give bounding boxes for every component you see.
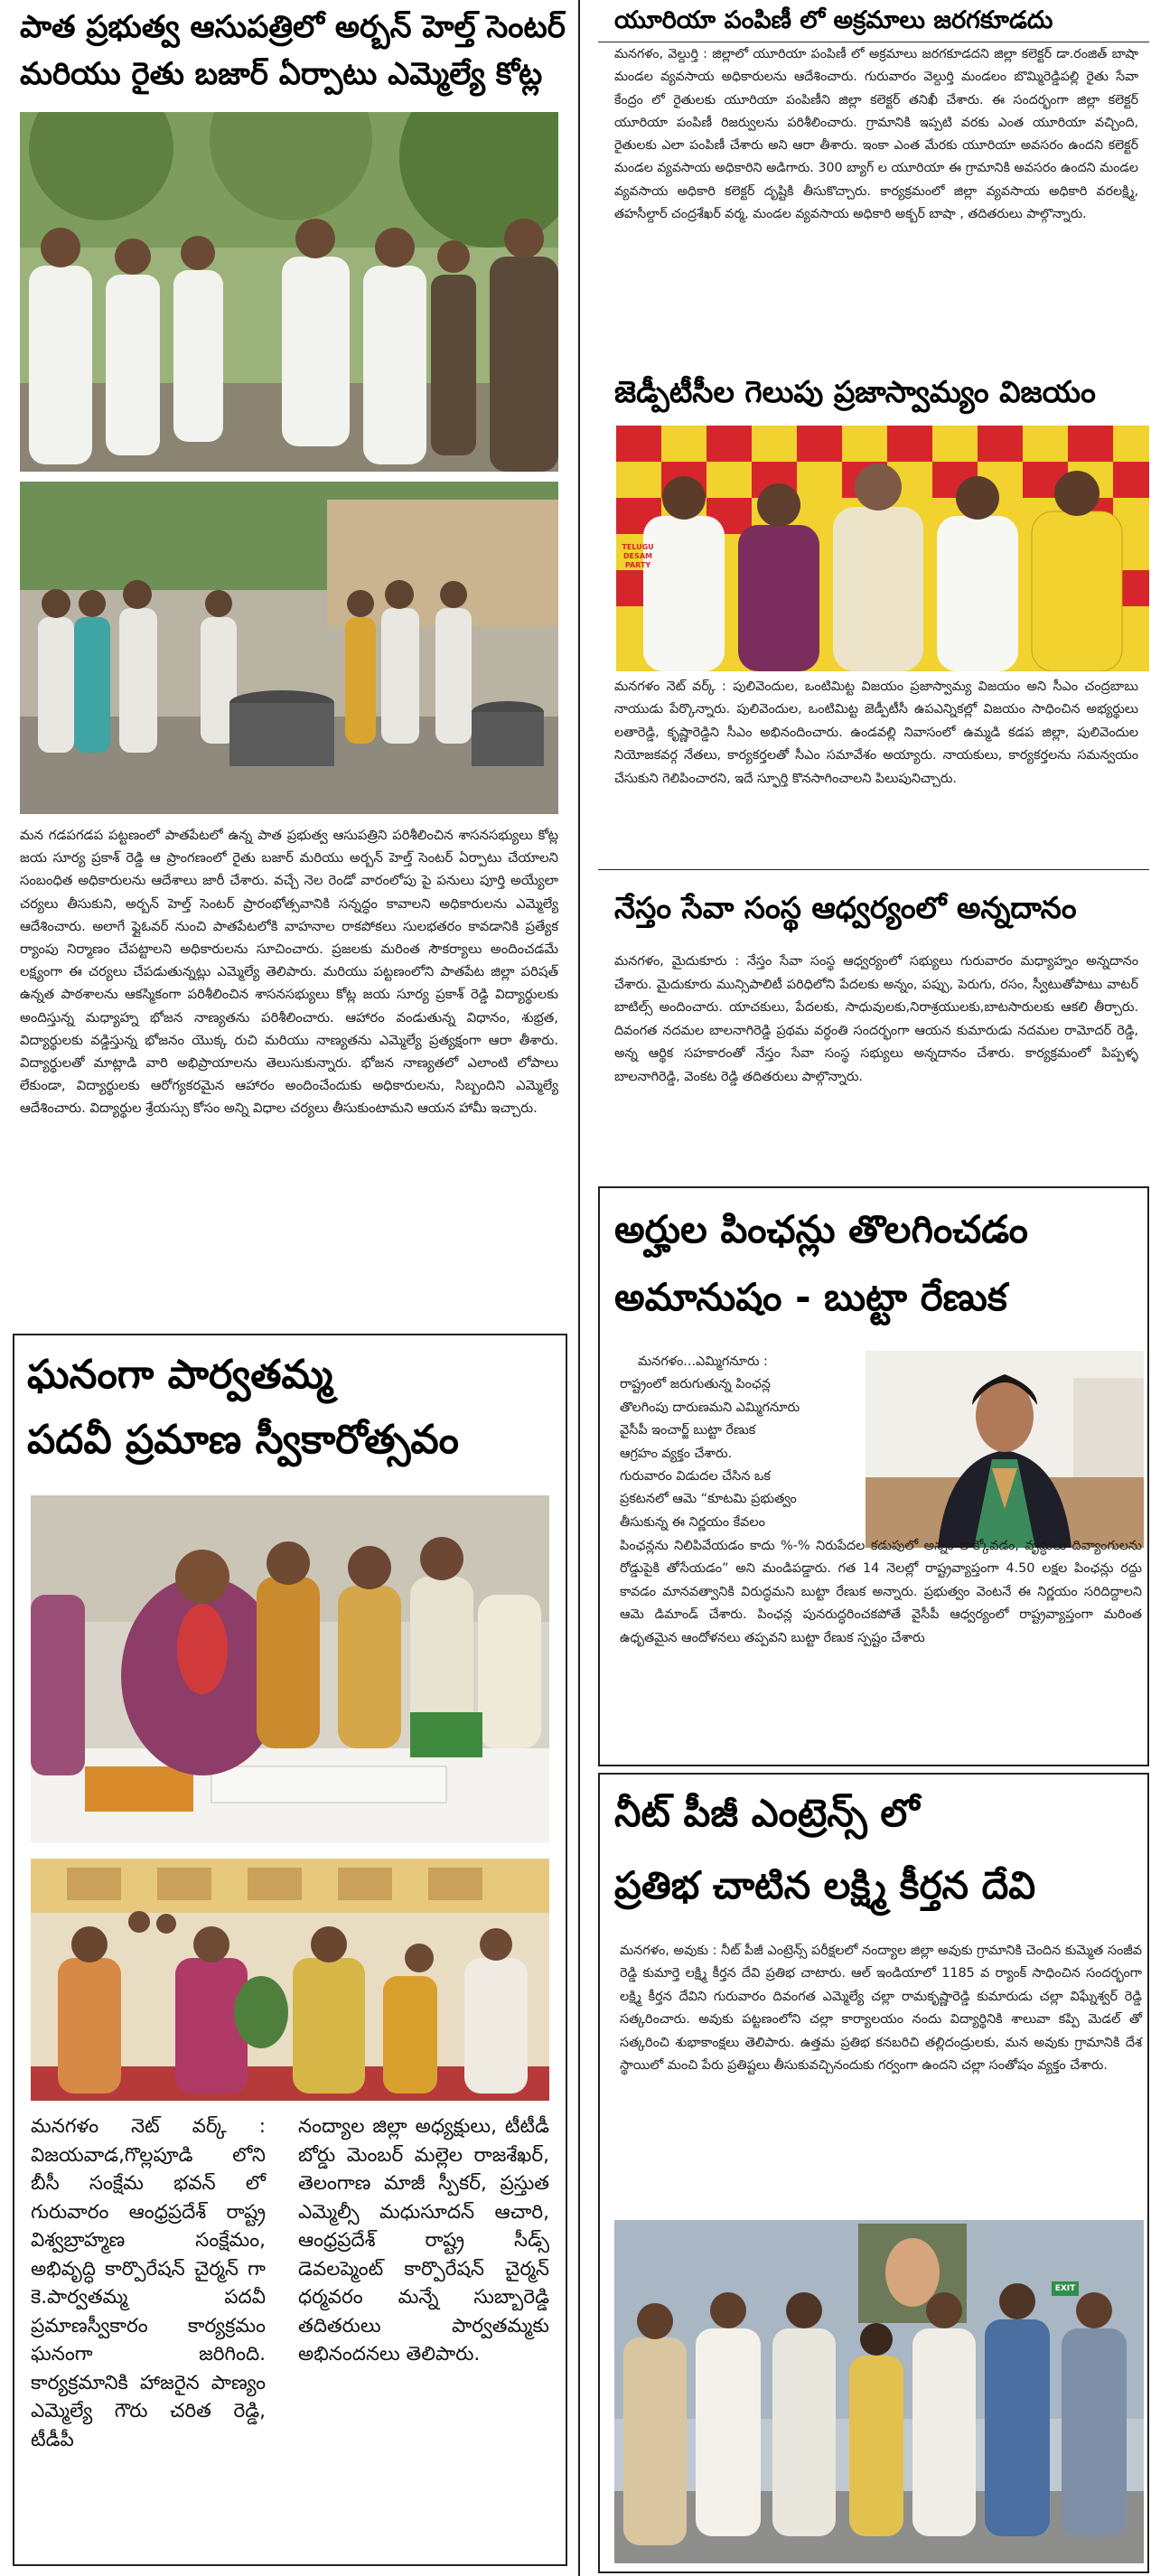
- neet-headline-line2: ప్రతిభ చాటిన లక్ష్మి కీర్తన దేవి: [614, 1863, 1036, 1907]
- tdp-banner-text: TELUGU DESAM PARTY: [622, 543, 654, 569]
- pensions-body: పింఛన్లను నిలిపివేయడం కాదు %-% నిరుపేదల కడుపులో అన్నం లాక్కోవడం, వృద్ధులు దివ్యాంగులను రోడ్డుపైకి తోసేయడం” అని మండిపడ్డారు. గత 14 నెలల్లో రాష్ట్రవ్యాప్తంగా 4.50 లక్షల పింఛన్లు రద్దు కావడం మానవత్వానికి విరుద్ధమని బుట్టా రేణుక అన్నారు. ప్రభుత్వం వెంటనే ఈ నిర్ణయం సరిదిద్దాలని ఆమె డిమాండ్ చేశారు. పింఛన్ల పునరుద్ధరించకపోతే వైసీపీ ఆధ్వర్యంలో రాష్ట్రవ్యాప్తంగా మరింత ఉధృతమైన ఆందోళనలు తప్పవని బుట్టా రేణుక స్పష్టం చేశారు: [620, 1539, 1142, 1645]
- neet-headline-line1: నీట్ పీజీ ఎంట్రెన్స్ లో: [614, 1791, 920, 1835]
- column-divider: [578, 0, 580, 2576]
- nestham-headline: నేస్తం సేవా సంస్థ ఆధ్వర్యంలో అన్నదానం: [614, 890, 1077, 925]
- hospital-body: మన గడపగడప పట్టణంలో పాతపేటలో ఉన్న పాత ప్రభుత్వ ఆసుపత్రిని పరిశీలించిన శాసనసభ్యులు కోట్ల జయ సూర్య ప్రకాశ్ రెడ్డి ఆ ప్రాంగణంలో రైతు బజార్ మరియు అర్బన్ హెల్త్ సెంటర్ ఏర్పాటు చేయాలని సంబంధిత అధికారులను ఆదేశాలు జారీ చేశారు. వచ్చే నెల రెండో వారంలోపు పై పనులు పూర్తి అయ్యేలా చర్యలు తీసుకుని, అర్బన్ హెల్త్ సెంటర్ ప్రారంభోత్సవానికి సన్నద్ధం కావాలని అధికారులను ఎమ్మెల్యే ఆదేశించారు. అలాగే ఫ్లైఓవర్ నుంచి పాతపేటలోకి వాహనాల రాకపోకలు సులభతరం కావడానికి ప్రత్యేక ర్యాంపు నిర్మాణం చేపట్టాలని అధికారులను సూచించారు. ప్రజలకు మరింత సౌకర్యాలు అందించడమే లక్ష్యంగా ఈ చర్యలు చేపడుతున్నట్లు ఎమ్మెల్యే తెలిపారు. మరియు పట్టణంలోని పాతపేట జిల్లా పరిషత్ ఉన్నత పాఠశాలను ఆకస్మికంగా పరిశీలించిన శాసనసభ్యులు కోట్ల జయ సూర్య ప్రకాశ్ రెడ్డి విద్యార్థులకు అందిస్తున్న మధ్యాహ్న భోజన నాణ్యతను పరిశీలించారు. ఆహారం వండుతున్న విధానం, శుభ్రత, విద్యార్థులకు వడ్డిస్తున్న భోజనం యొక్క రుచి మరియు నాణ్యతను ఎమ్మెల్యే ప్రత్యక్షంగా ఆరా తీశారు. విద్యార్థులతో మాట్లాడి వారి అభిప్రాయాలను తెలుసుకున్నారు. భోజన నాణ్యతలో ఎలాంటి లోపాలు లేకుండా, విద్యార్థులకు ఆరోగ్యకరమైన ఆహారం అందించేందుకు అధికారులను, సిబ్బందిని ఎమ్మెల్యే ఆదేశించారు. విద్యార్థుల శ్రేయస్సు కోసం అన్ని విధాల చర్యలు తీసుకుంటామని ఆయన హామీ ఇచ్చారు.: [20, 828, 558, 1117]
- exit-sign-text: EXIT: [1054, 2284, 1076, 2293]
- hospital-headline-line1: పాత ప్రభుత్వ ఆసుపత్రిలో అర్బన్ హెల్త్ సెంటర్: [20, 9, 566, 45]
- pensions-lead-line: మనగళం...ఎమ్మిగనూరు :: [638, 1354, 768, 1369]
- urea-headline: యూరియా పంపిణీ లో అక్రమాలు జరగకూడదు: [614, 6, 1053, 34]
- pensions-lead-line: ఆగ్రహం వ్యక్తం చేశారు.: [620, 1446, 733, 1461]
- pensions-lead-line: గురువారం విడుదల చేసిన ఒక: [620, 1469, 771, 1485]
- nestham-top-rule: [598, 869, 1149, 870]
- pensions-lead: [620, 1351, 853, 1534]
- neet-body: మనగళం, అవుకు : నీట్ పీజీ ఎంట్రెన్స్ పరీక్షలలో నంద్యాల జిల్లా అవుకు గ్రామానికి చెందిన కుమ్మెత సంజీవ రెడ్డి కుమార్తె లక్ష్మి కీర్తన దేవి ప్రతిభ చాటారు. ఆల్ ఇండియాలో 1185 వ ర్యాంక్ సాధించిన సందర్భంగా లక్ష్మి కీర్తన దేవిని గురువారం దివంగత ఎమ్మెల్యే చల్లా రామకృష్ణారెడ్డి కుమారుడు చల్లా విఘ్నేశ్వర్ రెడ్డి సత్కరించారు. అవుకు పట్టణంలోని చల్లా కార్యాలయం నందు విద్యార్థినికి శాలువా కప్పి మెడల్ తో సత్కరించి శుభాకాంక్షలు తెలిపారు. ఉత్తమ ప్రతిభ కనబరిచి తల్లిదండ్రులకు, మన అవుకు గ్రామానికి దేశ స్థాయిలో మంచి పేరు ప్రతిష్టలు తీసుకువచ్చినందుకు గర్వంగా ఉందని చల్లా సంతోషం వ్యక్తం చేశారు.: [620, 1944, 1142, 2074]
- butta-renuka-portrait: [866, 1351, 1144, 1548]
- oath-signing-photo: [31, 1495, 549, 1842]
- school-meal-photo: [20, 482, 558, 814]
- hospital-headline-line2: మరియు రైతు బజార్ ఏర్పాటు ఎమ్మెల్యే కోట్ల: [20, 56, 543, 92]
- pensions-headline-line1: అర్హుల పింఛన్లు తొలగించడం: [614, 1207, 1028, 1251]
- urea-body: మనగళం, వెల్దుర్తి : జిల్లాలో యూరియా పంపిణీ లో అక్రమాలు జరగకూడదని జిల్లా కలెక్టర్ డా.రంజిత్ బాషా మండల వ్యవసాయ అధికారులను ఆదేశించారు. గురువారం వెల్దుర్తి మండలం బొమ్మిరెడ్డిపల్లి రైతు సేవా కేంద్రం లో రైతులకు యూరియా పంపిణీని జిల్లా కలెక్టర్ తనిఖీ చేశారు. ఈ సందర్భంగా జిల్లా కలెక్టర్ యూరియా పంపిణీ రిజర్వులను పరిశీలించారు. గ్రామానికి ఇప్పటి వరకు ఎంత యూరియా వచ్చింది, రైతులకు ఎలా పంపిణీ చేశారు అని ఆరా తీశారు. ఇంకా ఎంత మేరకు యూరియా అవసరం ఉందని కలెక్టర్ మండల వ్యవసాయ అధికారిని అడిగారు. 300 బ్యాగ్ ల యూరియా ఈ గ్రామానికి అవసరం ఉందని మండల వ్యవసాయ అధికారి కలెక్టర్ దృష్టికి తీసుకొచ్చారు. కార్యక్రమంలో జిల్లా వ్యవసాయ అధికారి వరలక్ష్మి, తహసీల్దార్ చంద్రశేఖర్ వర్మ, మండల వ్యవసాయ అధికారి అక్బర్ బాషా , తదితరులు పాల్గొన్నారు.: [614, 47, 1138, 222]
- pensions-lead-line: వైసీపీ ఇంచార్జ్ బుట్టా రేణుక: [620, 1423, 756, 1438]
- neet-felicitation-photo: [614, 2220, 1144, 2563]
- felicitation-group-photo: [31, 1859, 549, 2101]
- zptc-winners-photo: [616, 426, 1149, 671]
- parvathamma-headline-line2: పదవీ ప్రమాణ స్వీకారోత్సవం: [27, 1417, 459, 1463]
- zptc-body: మనగళం నెట్ వర్క్ : పులివెందుల, ఒంటిమిట్ట విజయం ప్రజాస్వామ్య విజయం అని సీఎం చంద్రబాబు నాయుడు పేర్కొన్నారు. పులివెందుల, ఒంటిమిట్ట జెడ్పీటీసీ ఉపఎన్నికల్లో విజయం సాధించిన అభ్యర్థులు లతారెడ్డి, కృష్ణారెడ్డిని సీఎం అభినందించారు. ఉండవల్లి నివాసంలో ఉమ్మడి కడప జిల్లా, పులివెందుల నియోజకవర్గ నేతలు, కార్యకర్తలతో సీఎం సమావేశం అయ్యారు. నాయకులు, కార్యకర్తలను సమన్వయం చేసుకుని గెలిపించారని, ఇదే స్ఫూర్తి కొనసాగించాలని పిలుపునిచ్చారు.: [614, 679, 1138, 786]
- parvathamma-body-col2: నంద్యాల జిల్లా అధ్యక్షులు, టీటీడీ బోర్డు మెంబర్ మల్లెల రాజశేఖర్, తెలంగాణ మాజీ స్పీకర్, ప్రస్తుత ఎమ్మెల్సీ మధుసూదన్ ఆచారి, ఆంధ్రప్రదేశ్ రాష్ట్ర సీడ్స్ డెవలప్మెంట్ కార్పొరేషన్ చైర్మన్ ధర్మవరం మన్నే సుబ్బారెడ్డి తదితరులు పార్వతమ్మకు అభినందనలు తెలిపారు.: [298, 2115, 549, 2365]
- zptc-headline: జెడ్పీటీసీల గెలుపు ప్రజాస్వామ్యం విజయం: [614, 374, 1096, 409]
- pensions-headline-line2: అమానుషం - బుట్టా రేణుక: [614, 1275, 1007, 1319]
- hospital-visit-photo: [20, 112, 558, 472]
- pensions-lead-line: రాష్ట్రంలో జరుగుతున్న పింఛన్ల: [620, 1377, 771, 1392]
- parvathamma-body-col1: మనగళం నెట్ వర్క్ : విజయవాడ,గొల్లపూడి లోని బీసీ సంక్షేమ భవన్ లో గురువారం ఆంధ్రప్రదేశ్ రాష్ట్ర విశ్వబ్రాహ్మణ సంక్షేమం, అభివృద్ధి కార్పొరేషన్ చైర్మన్ గా కె.పార్వతమ్మ పదవీ ప్రమాణస్వీకారం కార్యక్రమం ఘనంగా జరిగింది. కార్యక్రమానికి హాజరైన పాణ్యం ఎమ్మెల్యే గౌరు చరిత రెడ్డి, టీడీపీ: [31, 2115, 266, 2451]
- pensions-lead-line: తీసుకున్న ఈ నిర్ణయం కేవలం: [620, 1514, 765, 1530]
- parvathamma-headline-line1: ఘనంగా పార్వతమ్మ: [27, 1352, 333, 1398]
- nestham-body: మనగళం, మైదుకూరు : నేస్తం సేవా సంస్థ ఆధ్వర్యంలో సభ్యులు గురువారం మధ్యాహ్నం అన్నదానం చేశారు. మైదుకూరు మున్సిపాలిటీ పరిధిలోని పేదలకు అన్నం, పప్పు, పెరుగు, రసం, స్వీటుతోపాటు వాటర్ బాటిల్స్ అందించారు. యాచకులు, పేదలకు, సాధువులకు,నిరాశ్రయులకు,బాటసారులకు ఆకలి తీర్చారు. దివంగత నదమల బాలనాగిరెడ్డి ప్రథమ వర్ధంతి సందర్భంగా ఆయన కుమారుడు నదమల రామోదర్ రెడ్డి, అన్న ఆర్థిక సహకారంతో నేస్తం సేవా సంస్థ సభ్యులు అన్నదానం చేశారు. కార్యక్రమంలో పిప్పళ్ళ బాలనాగిరెడ్డి, వెంకట రెడ్డి తదితరులు పాల్గొన్నారు.: [614, 954, 1138, 1084]
- pensions-lead-line: తొలగింపు దారుణమని ఎమ్మిగనూరు: [620, 1400, 800, 1415]
- pensions-lead-line: ప్రకటనలో ఆమె “కూటమి ప్రభుత్వం: [620, 1492, 797, 1507]
